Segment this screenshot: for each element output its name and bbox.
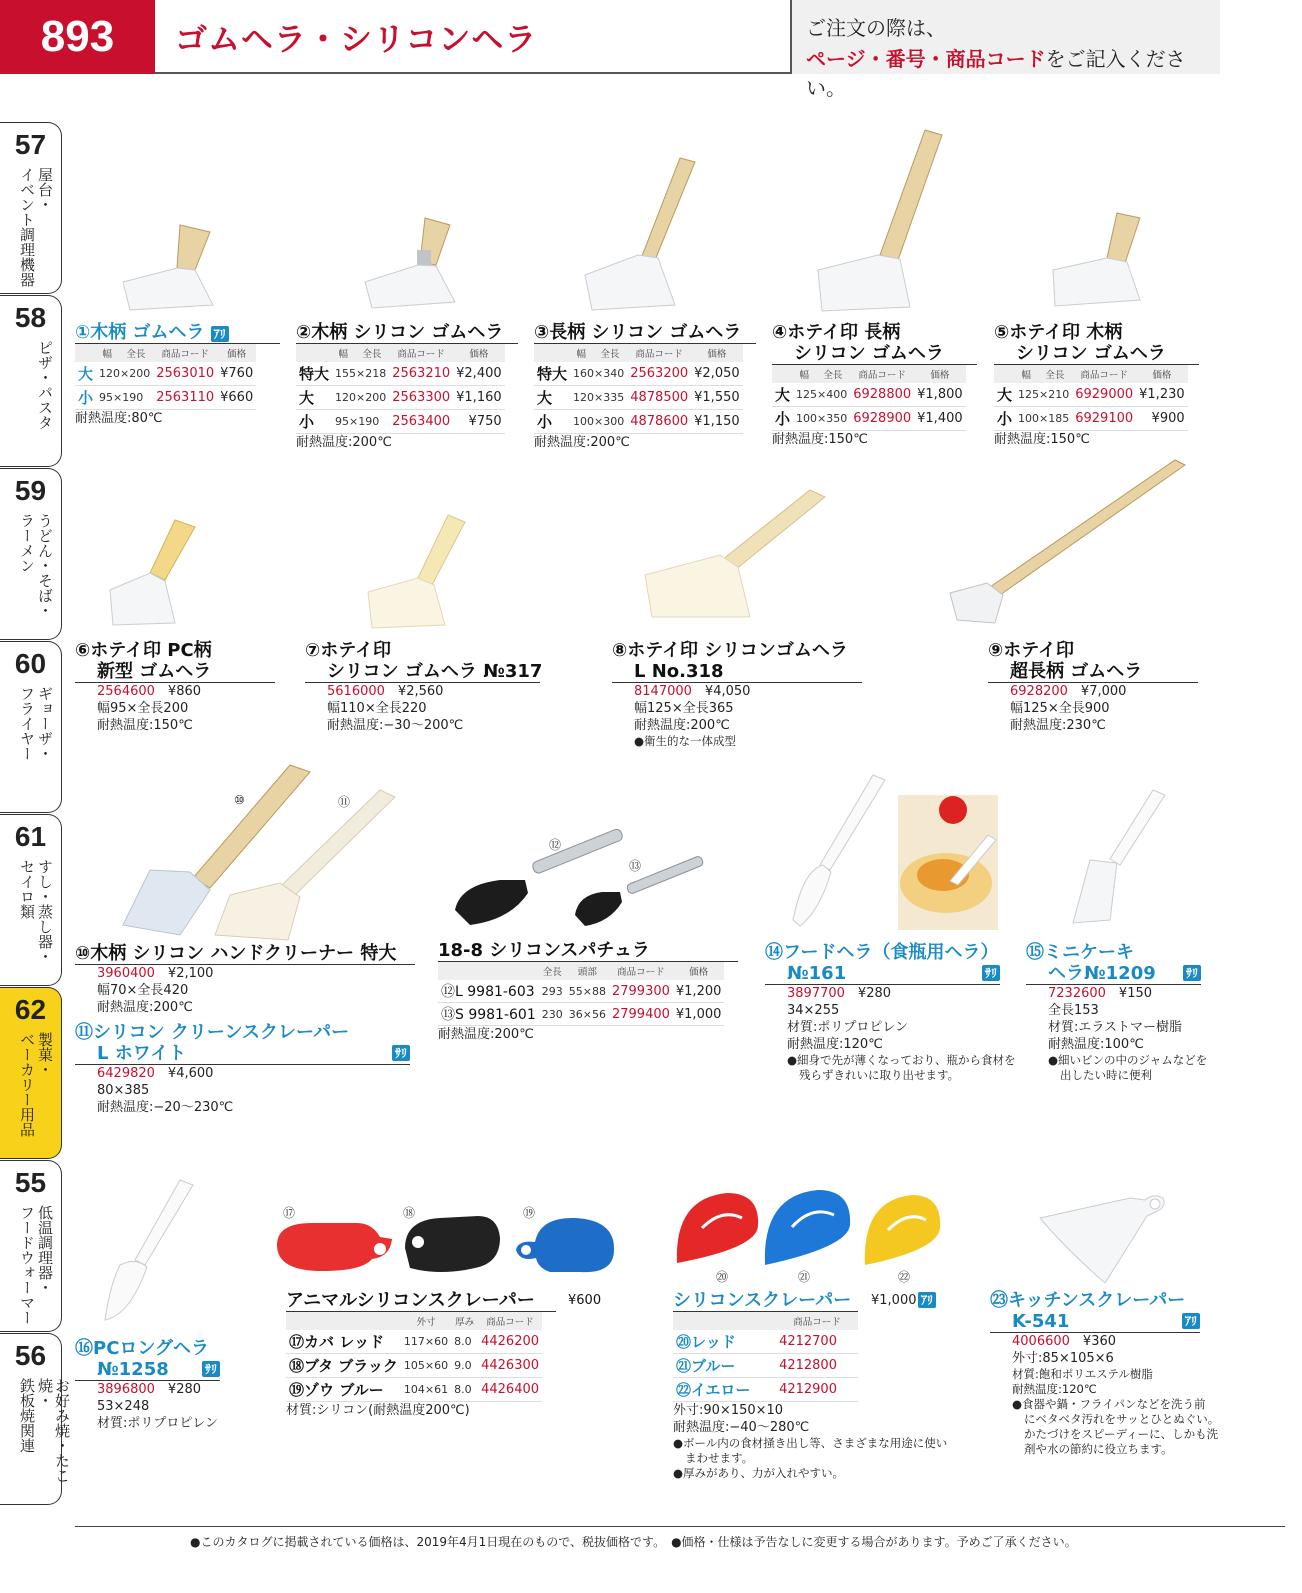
product-price: ¥150: [1118, 986, 1153, 1001]
product-title: [286, 1290, 602, 1312]
col-price: 価格: [217, 344, 256, 362]
heat-resistance: 耐熱温度:230℃: [1010, 718, 1106, 733]
product-title-line2: [1026, 963, 1201, 985]
product-title-line2: シリコン ゴムヘラ: [772, 343, 977, 365]
table-row: 大 125×400 6928800 ¥1,800: [772, 383, 966, 407]
heat-resistance: 耐熱温度:150℃: [772, 432, 868, 447]
tab-label: 低温調理器・: [36, 1205, 54, 1295]
product-title-text: №1258: [97, 1359, 169, 1380]
product-note: ●厚みがあり、力が入れやすい。: [673, 1466, 845, 1480]
table-row: 小 100×300 4878600 ¥1,150: [534, 410, 743, 434]
product-title-line2: [75, 1359, 220, 1381]
product-3: [534, 322, 756, 451]
item-number-22: ㉒: [898, 1270, 911, 1284]
product-14: [765, 942, 1016, 1083]
food-spatula-image: [785, 770, 895, 930]
product-spec: 全長153: [1048, 1003, 1099, 1018]
product-title-text: K-541: [1012, 1311, 1070, 1332]
table-row: 特大 160×340 2563200 ¥2,050: [534, 362, 743, 386]
product-code: 3897700: [787, 986, 845, 1001]
product-spec: 幅110×全長220: [327, 701, 427, 716]
product-title-line2: 新型 ゴムヘラ: [75, 661, 275, 683]
tab-label: フードウォーマー: [18, 1205, 36, 1325]
product-title: ㉓キッチンスクレーパー: [990, 1290, 1186, 1311]
badge-rental: ｻﾘ: [1183, 965, 1201, 981]
product-price: ¥360: [1082, 1334, 1117, 1349]
product-material: 材質:ポリプロピレン: [97, 1416, 219, 1431]
badge-rental: ｻﾘ: [392, 1045, 410, 1061]
spatula-image-2: [360, 210, 470, 315]
product-spec: 幅70×全長420: [97, 983, 189, 998]
product-6: [75, 640, 275, 734]
table-row: 小 95×190 2563110 ¥660: [75, 386, 256, 410]
tab-label: ベーカリー用品: [18, 1032, 36, 1137]
product-7: [305, 640, 543, 734]
product-note: にベタベタ汚れをサッとひとぬぐい。: [1024, 1412, 1220, 1426]
spatula-image-8: [640, 485, 830, 625]
table-row: ⑱ブタ ブラック 105×60 9.0 4426300: [286, 1354, 542, 1378]
page-title: ゴムヘラ・シリコンヘラ: [175, 20, 538, 58]
product-title: ⑭フードヘラ（食瓶用ヘラ）: [765, 942, 999, 963]
table-row: ⑰カバ レッド 117×60 8.0 4426200: [286, 1330, 542, 1354]
product-title: ④ホテイ印 長柄: [772, 322, 901, 343]
product-note: 残らずきれいに取り出せます。: [799, 1068, 960, 1082]
price-line: [1026, 985, 1201, 1002]
product-title-line2: [75, 1043, 410, 1065]
tab-number: 61: [14, 821, 47, 852]
product-note: 剤や水の節約に役立ちます。: [1024, 1442, 1173, 1456]
product-material: 材質:エラストマー樹脂: [1048, 1020, 1182, 1035]
page-number: 893: [0, 0, 155, 74]
product-10: [75, 943, 415, 1016]
spec-table: [75, 344, 256, 410]
table-row: 小 95×190 2563400 ¥750: [296, 410, 505, 434]
product-title-text: №161: [787, 963, 847, 984]
item-number-21: ㉑: [798, 1270, 811, 1284]
spec-table: 商品コード ⑳レッド 4212700 ㉑ブルー 4212800 ㉒イエロー 4212900: [673, 1312, 858, 1402]
product-code: 5616000: [327, 684, 385, 699]
item-number-13: ⑬: [629, 859, 642, 873]
price-line: [305, 683, 540, 700]
spatula-image-7: [360, 510, 480, 630]
item-number-20: ⑳: [716, 1270, 729, 1284]
product-title: ⑪シリコン クリーンスクレーパー: [75, 1022, 350, 1043]
product-spec: 幅125×全長365: [634, 701, 734, 716]
tab-56[interactable]: [0, 1333, 71, 1505]
tab-number: 62: [14, 994, 47, 1025]
tab-label: 鉄板焼関連: [18, 1378, 36, 1453]
product-16: [75, 1338, 220, 1432]
product-15: [1026, 942, 1208, 1083]
elephant-scraper-image: [510, 1212, 620, 1278]
badge-rental: ｱﾘ: [1182, 1313, 1200, 1329]
product-spec: 外寸:90×150×10: [673, 1403, 784, 1418]
red-scraper-image: [672, 1188, 762, 1268]
product-title: ⑤ホテイ印 木柄: [994, 322, 1123, 343]
product-code: 3896800: [97, 1382, 155, 1397]
product-note: ●ボール内の食材掻き出し等、さまざまな用途に使い: [673, 1436, 948, 1450]
product-title: ③長柄 シリコン ゴムヘラ: [534, 322, 756, 344]
table-row: 小 100×185 6929100 ¥900: [994, 407, 1188, 431]
product-11: [75, 1022, 410, 1116]
tab-58[interactable]: [0, 295, 62, 467]
product-material: 材質:シリコン(耐熱温度200℃): [286, 1403, 470, 1418]
product-code: 6429820: [97, 1066, 155, 1081]
product-code: 6928200: [1010, 684, 1068, 699]
product-20-22: [673, 1290, 948, 1481]
product-title: ⑧ホテイ印 シリコンゴムヘラ: [612, 640, 848, 661]
product-title-text: ①木柄 ゴムヘラ: [75, 322, 205, 343]
product-12-13: [438, 940, 738, 1043]
col-code: 商品コード: [153, 344, 217, 362]
item-number-12: ⑫: [549, 838, 562, 852]
product-price: ¥2,100: [167, 966, 214, 981]
tab-label: うどん・そば・: [36, 513, 54, 618]
product-code: 8147000: [634, 684, 692, 699]
product-spec: 幅95×全長200: [97, 701, 189, 716]
spec-table: 幅 全長 商品コード 価格 大 125×400 6928800 ¥1,800 小 100×350 6928900 ¥1,400: [772, 365, 966, 431]
tab-55[interactable]: [0, 1160, 62, 1332]
table-row: ⑬S 9981-601 230 36×56 2799400 ¥1,000: [438, 1003, 724, 1026]
order-notice-line1: ご注文の際は、: [806, 16, 946, 40]
price-line: [75, 1381, 220, 1398]
price-line: [765, 985, 1000, 1002]
tab-62-active[interactable]: [0, 987, 62, 1159]
kitchen-scraper-image: [1035, 1188, 1170, 1288]
product-note: ●衛生的な一体成型: [634, 734, 737, 748]
product-price: ¥860: [167, 684, 202, 699]
product-title: 18-8 シリコンスパチュラ: [438, 940, 738, 962]
tab-label: イベント調理機器: [18, 167, 36, 287]
heat-resistance: 耐熱温度:200℃: [438, 1027, 534, 1042]
item-number-18: ⑱: [403, 1206, 416, 1220]
product-4: [772, 322, 977, 448]
badge-rental: ｱﾘ: [918, 1292, 936, 1308]
badge-rental: ｻﾘ: [982, 965, 1000, 981]
product-code: 3960400: [97, 966, 155, 981]
order-notice: [790, 0, 1220, 100]
table-row: ⑫L 9981-603 293 55×88 2799300 ¥1,200: [438, 980, 724, 1003]
price-line: [75, 1065, 410, 1082]
table-row: 小 100×350 6928900 ¥1,400: [772, 407, 966, 431]
product-title: ⑩木柄 シリコン ハンドクリーナー 特大: [75, 943, 415, 965]
footer-rule: [75, 1526, 1285, 1527]
spatula-image-5: [1045, 208, 1155, 313]
heat-resistance: 耐熱温度:80℃: [75, 411, 163, 426]
item-number-17: ⑰: [283, 1206, 296, 1220]
heat-resistance: 耐熱温度:200℃: [296, 435, 392, 450]
product-price: ¥7,000: [1080, 684, 1127, 699]
pig-scraper-image: [400, 1208, 505, 1278]
spec-table: 外寸 厚み 商品コード ⑰カバ レッド 117×60 8.0 4426200 ⑱ブタ ブラック 105×60 9.0 4426300 ⑲ゾウ ブルー 104×61 8.0 4426400: [286, 1312, 542, 1402]
heat-resistance: 耐熱温度:200℃: [97, 1000, 193, 1015]
product-title: ⑨ホテイ印: [988, 640, 1074, 661]
clean-scraper-image: [210, 785, 400, 945]
product-material: 材質:ポリプロピレン: [787, 1020, 909, 1035]
product-title: ⑦ホテイ印: [305, 640, 391, 661]
product-5: [994, 322, 1199, 448]
product-title: ⑯PCロングヘラ: [75, 1338, 210, 1359]
product-spec: 幅125×全長900: [1010, 701, 1110, 716]
tab-label: セイロ類: [18, 859, 36, 919]
price-line: [988, 683, 1198, 700]
product-price: ¥2,560: [397, 684, 444, 699]
order-notice-rest: をご記入ください。: [806, 47, 1186, 100]
product-note: まわせます。: [685, 1451, 754, 1465]
product-title-line2: シリコン ゴムヘラ №317: [305, 661, 540, 683]
tab-59[interactable]: [0, 468, 62, 640]
mini-cake-spatula-image: [1065, 785, 1170, 930]
item-number-19: ⑲: [523, 1206, 536, 1220]
price-line: [75, 683, 275, 700]
heat-resistance: 耐熱温度:120℃: [1012, 1382, 1097, 1396]
product-title-text: アニマルシリコンスクレーパー: [286, 1290, 535, 1311]
spec-table: 幅 全長 商品コード 価格 特大 155×218 2563210 ¥2,400 大 120×200 2563300 ¥1,160 小 95×190 2563400 ¥750: [296, 344, 505, 434]
heat-resistance: 耐熱温度:100℃: [1048, 1037, 1144, 1052]
product-price: ¥4,050: [704, 684, 751, 699]
tab-number: 58: [14, 302, 47, 333]
tab-label: 製菓・: [36, 1032, 54, 1077]
product-price: ¥600: [568, 1293, 602, 1308]
product-spec: 80×385: [97, 1083, 150, 1098]
product-title-line2: 超長柄 ゴムヘラ: [988, 661, 1198, 683]
product-price: ¥1,000: [871, 1293, 917, 1308]
spatula-image-9: [945, 455, 1190, 625]
product-2: [296, 322, 518, 451]
heat-resistance: 耐熱温度:200℃: [634, 718, 730, 733]
product-spec: 53×248: [97, 1399, 150, 1414]
product-title-text: シリコンスクレーパー: [673, 1290, 852, 1311]
tab-label: ギョーザ・: [36, 686, 54, 761]
product-title: [673, 1290, 934, 1312]
table-row: ⑲ゾウ ブルー 104×61 8.0 4426400: [286, 1378, 542, 1402]
item-number-10: ⑩: [234, 793, 245, 807]
spec-table: 幅 全長 商品コード 価格 大 125×210 6929000 ¥1,230 小 100×185 6929100 ¥900: [994, 365, 1188, 431]
product-material: 材質:飽和ポリエステル樹脂: [1012, 1367, 1153, 1381]
order-notice-line2: [806, 43, 1206, 101]
table-row: 特大 155×218 2563210 ¥2,400: [296, 362, 505, 386]
product-title-line2: L No.318: [612, 661, 862, 683]
tab-number: 56: [14, 1340, 47, 1371]
spatula-image-4: [810, 125, 950, 315]
table-row: ㉑ブルー 4212800: [673, 1354, 858, 1378]
product-title-text: L ホワイト: [97, 1043, 187, 1064]
food-photo-image: [898, 795, 998, 930]
tab-60[interactable]: [0, 641, 62, 813]
table-row: ㉒イエロー 4212900: [673, 1378, 858, 1402]
tab-61[interactable]: [0, 814, 62, 986]
product-title: ⑮ミニケーキ: [1026, 942, 1134, 963]
spatula-image-6: [105, 515, 205, 630]
tab-label: お好み焼・たこ焼・: [36, 1378, 71, 1483]
product-note: かたづけをスピーディーに、しかも洗: [1024, 1427, 1219, 1441]
product-1: [75, 322, 280, 427]
item-number-11: ⑪: [338, 795, 351, 809]
tab-number: 55: [14, 1167, 47, 1198]
table-row: 大 120×200 2563010 ¥760: [75, 362, 256, 386]
product-code: 2564600: [97, 684, 155, 699]
product-title: ⑥ホテイ印 PC柄: [75, 640, 212, 661]
pc-long-spatula-image: [95, 1175, 200, 1325]
hippo-scraper-image: [272, 1215, 397, 1275]
price-line: [990, 1333, 1200, 1350]
tab-label: フライヤー: [18, 686, 36, 761]
heat-resistance: 耐熱温度:150℃: [97, 718, 193, 733]
product-23: [990, 1290, 1220, 1457]
heat-resistance: 耐熱温度:−20〜230℃: [97, 1100, 234, 1115]
table-row: 大 120×200 2563300 ¥1,160: [296, 386, 505, 410]
product-title-line2: シリコン ゴムヘラ: [994, 343, 1199, 365]
tab-label: ピザ・パスタ: [36, 340, 54, 430]
product-title-line2: [990, 1311, 1200, 1333]
product-price: ¥280: [857, 986, 892, 1001]
table-row: ⑳レッド 4212700: [673, 1330, 858, 1354]
product-price: ¥4,600: [167, 1066, 214, 1081]
product-title-line2: [765, 963, 1000, 985]
heat-resistance: 耐熱温度:200℃: [534, 435, 630, 450]
product-title: [75, 322, 280, 344]
product-note: ●細いビンの中のジャムなどを: [1048, 1053, 1208, 1067]
footer-note: ●このカタログに掲載されている価格は、2019年4月1日現在のもので、税抜価格です。 ●価格・仕様は予告なしに変更する場合があります。予めご了承ください。: [190, 1535, 1077, 1549]
col-length: 全長: [119, 344, 154, 362]
yellow-scraper-image: [860, 1190, 945, 1270]
blue-scraper-image: [760, 1185, 855, 1270]
order-notice-highlight: ページ・番号・商品コード: [806, 47, 1046, 71]
spec-table: 幅 全長 商品コード 価格 特大 160×340 2563200 ¥2,050 大 120×335 4878500 ¥1,550 小 100×300 4878600 ¥1,150: [534, 344, 743, 434]
price-line: [612, 683, 862, 700]
product-title: ②木柄 シリコン ゴムヘラ: [296, 322, 518, 344]
product-code: 4006600: [1012, 1334, 1070, 1349]
product-spec: 34×255: [787, 1003, 840, 1018]
spatula-image-3: [580, 150, 710, 315]
col-width: 幅: [96, 344, 119, 362]
badge-rental: ｱﾘ: [211, 326, 229, 342]
product-price: ¥280: [167, 1382, 202, 1397]
product-note: ●細身で先が薄くなっており、瓶から食材を: [787, 1053, 1016, 1067]
tab-label: すし・蒸し器・: [36, 859, 54, 964]
table-row: 大 125×210 6929000 ¥1,230: [994, 383, 1188, 407]
tab-number: 57: [14, 129, 47, 160]
product-code: 7232600: [1048, 986, 1106, 1001]
product-title-text: ヘラ№1209: [1048, 963, 1156, 984]
spatula-image-1: [115, 210, 225, 315]
table-row: 大 120×335 4878500 ¥1,550: [534, 386, 743, 410]
heat-resistance: 耐熱温度:−40〜280℃: [673, 1420, 810, 1435]
tab-label: 屋台・: [36, 167, 54, 212]
spec-table: 全長 頭部 商品コード 価格 ⑫L 9981-603 293 55×88 2799300 ¥1,200 ⑬S 9981-601 230 36×56 2799400 ¥1,000: [438, 962, 724, 1026]
product-spec: 外寸:85×105×6: [1012, 1351, 1114, 1366]
product-9: [988, 640, 1198, 734]
badge-rental: ｻﾘ: [202, 1361, 220, 1377]
tab-number: 60: [14, 648, 47, 679]
product-17-19: [286, 1290, 606, 1419]
heat-resistance: 耐熱温度:150℃: [994, 432, 1090, 447]
tab-number: 59: [14, 475, 47, 506]
price-line: [75, 965, 415, 982]
heat-resistance: 耐熱温度:120℃: [787, 1037, 883, 1052]
heat-resistance: 耐熱温度:−30〜200℃: [327, 718, 464, 733]
tab-57[interactable]: [0, 122, 62, 294]
product-8: [612, 640, 862, 749]
product-note: 出したい時に便利: [1060, 1068, 1152, 1082]
tab-label: ラーメン: [18, 513, 36, 573]
product-note: ●食器や鍋・フライパンなどを洗う前: [1012, 1397, 1206, 1411]
